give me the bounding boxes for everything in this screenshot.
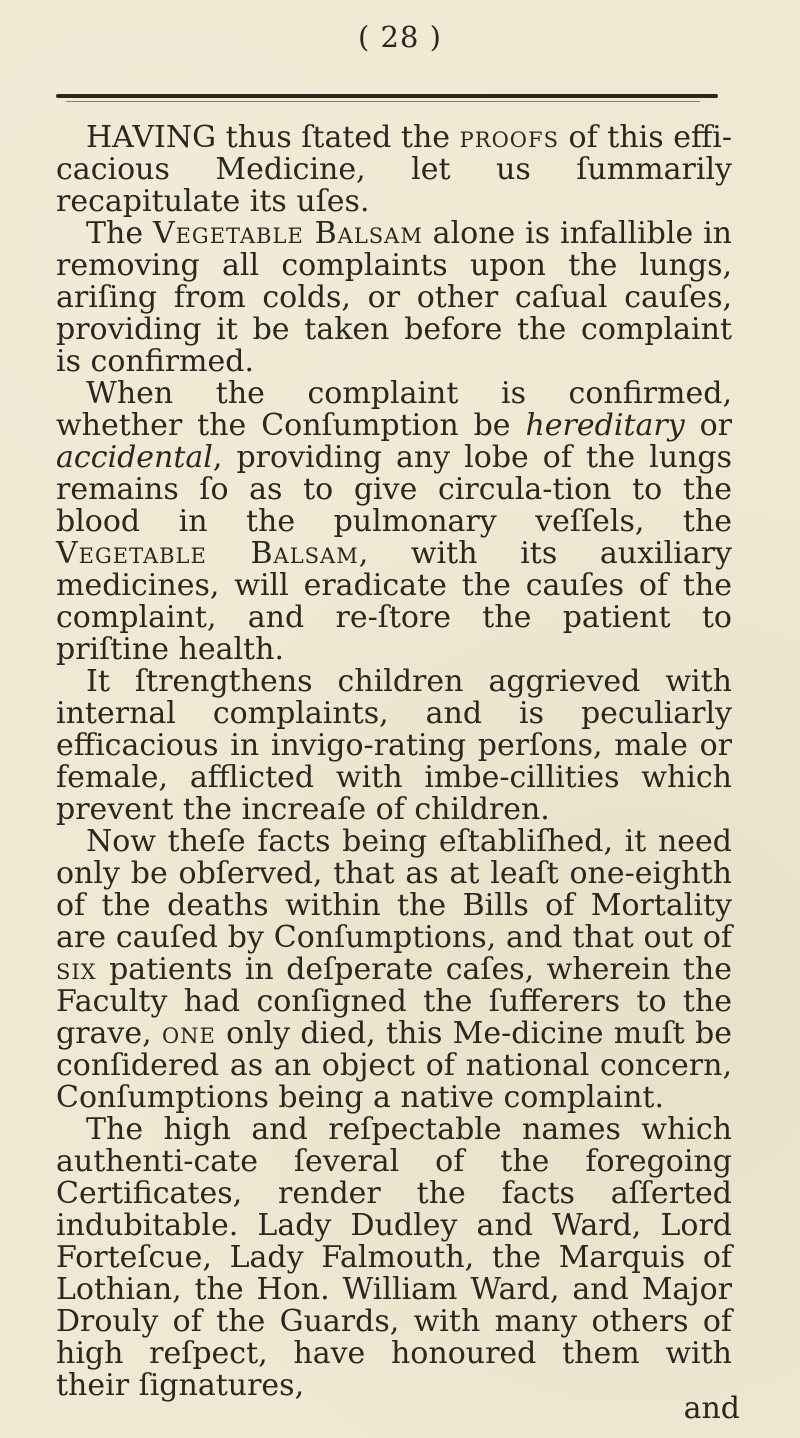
paragraph-5-segment-1: Now theſe facts being eſtabliſhed, it need only be obſerved, that as at leaſt one-eighth of the deaths within the Bills of Mortality are cauſed by Conſumptions, and that out of — [56, 824, 732, 955]
paragraph-3-segment-5: , providing any lobe of the lungs remains ſo as to give circula-tion to the blood in the pulmonary veſſels, the — [56, 440, 732, 539]
page-number: ( 28 ) — [358, 20, 442, 54]
body-text — [56, 122, 732, 1402]
paragraph-2-segment-3: alone is infallible in removing all complaints upon the lungs, ariſing from colds, or other caſual cauſes, providing it be taken before the complaint is confirmed. — [56, 216, 732, 379]
paragraph-6-segment-1: The high and reſpectable names which authenti-cate ſeveral of the foregoing Certificates, render the facts aſſerted indubitable. Lady Dudley and Ward, Lord Forteſcue, Lady Falmouth, the Marquis of Lothian, the Hon. William Ward, and Major Drouly of the Guards, with many others of high reſpect, have honoured them with their ſignatures, — [56, 1112, 732, 1403]
paragraph-3-segment-4: accidental — [56, 440, 213, 475]
paragraph-2 — [56, 218, 732, 378]
header-rule-thin — [66, 101, 700, 102]
paragraph-1-segment-4: of this effi-cacious Medicine, let us ſummarily recapitulate its uſes. — [56, 120, 732, 219]
paragraph-1-segment-2: thus ſtated the — [216, 120, 460, 155]
header-rule-thick — [56, 94, 718, 98]
paragraph-2-segment-1: The — [86, 216, 153, 251]
paragraph-3-segment-2: hereditary — [525, 408, 685, 443]
paragraph-1-segment-3: proofs — [459, 120, 559, 155]
paragraph-1 — [56, 122, 732, 218]
header-rule — [56, 94, 718, 104]
catchword: and — [683, 1391, 740, 1426]
paragraph-4 — [56, 666, 732, 826]
paragraph-5-segment-5: only died, this Me-dicine muſt be conſidered as an object of national concern, Conſumptions being a native complaint. — [56, 1016, 732, 1115]
paragraph-5-segment-4: one — [161, 1016, 216, 1051]
paragraph-3-segment-3: or — [684, 408, 732, 443]
paragraph-3 — [56, 378, 732, 666]
paragraph-6 — [56, 1114, 732, 1402]
paragraph-5-segment-3: patients in deſperate caſes, wherein the Faculty had conſigned the ſufferers to the grave, — [56, 952, 732, 1051]
paragraph-1-segment-1: HAVING — [86, 120, 217, 155]
paragraph-3-segment-1: When the complaint is confirmed, whether the Conſumption be — [56, 376, 732, 443]
paragraph-3-segment-6: Vegetable Balsam — [56, 536, 359, 571]
paragraph-5-segment-2: six — [56, 952, 97, 987]
paragraph-4-segment-1: It ſtrengthens children aggrieved with internal complaints, and is peculiarly efficacious in invigo-rating perſons, male or female, afflicted with imbe-cillities which prevent the increaſe of children. — [56, 664, 732, 827]
paragraph-2-segment-2: Vegetable Balsam — [152, 216, 423, 251]
paragraph-3-segment-7: , with its auxiliary medicines, will eradicate the cauſes of the complaint, and re-ſtore the patient to priſtine health. — [56, 536, 732, 667]
paragraph-5 — [56, 826, 732, 1114]
